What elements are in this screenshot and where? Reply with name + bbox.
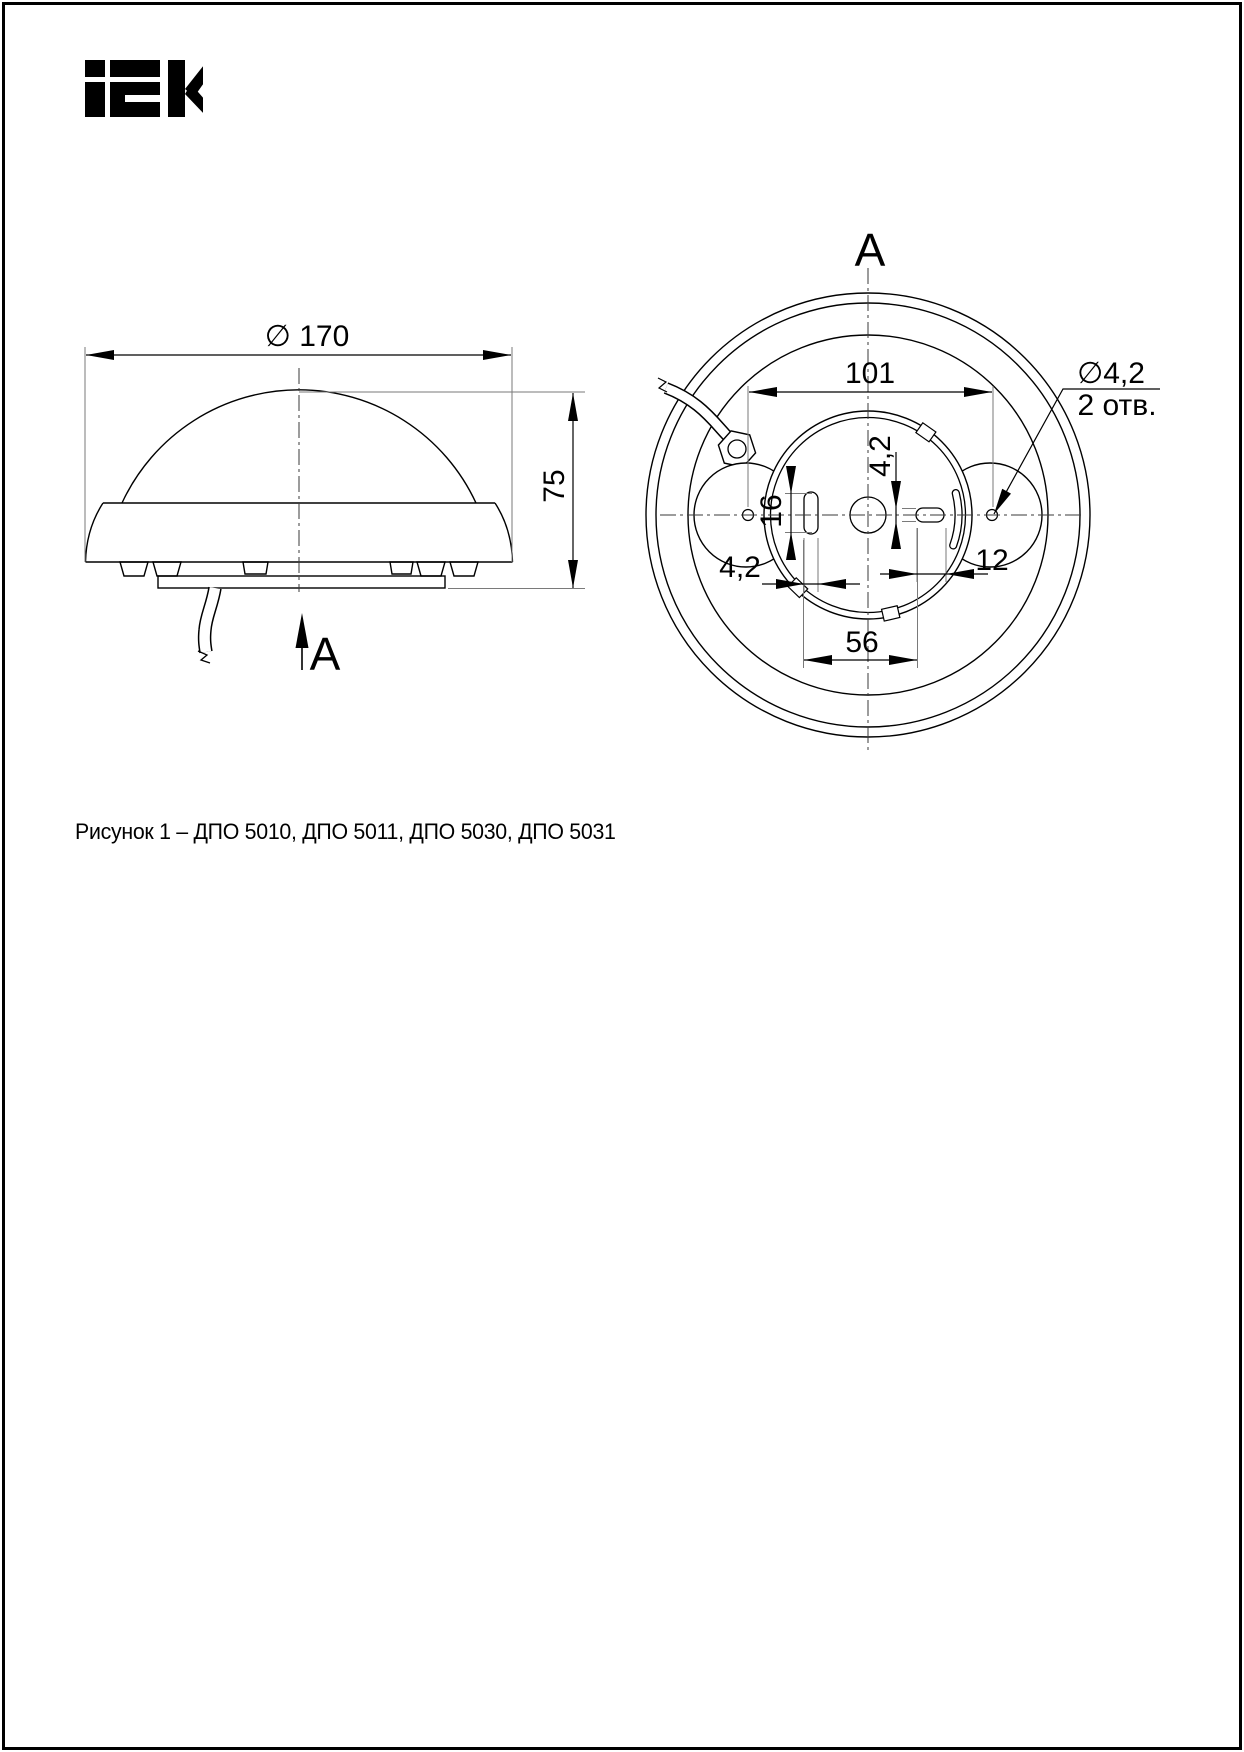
- dim-56: [804, 626, 917, 665]
- dim-101: [749, 357, 992, 397]
- figure-caption: Рисунок 1 – ДПО 5010, ДПО 5011, ДПО 5030, ДПО 5031: [75, 819, 616, 844]
- dim-16-label: 16: [755, 494, 788, 528]
- side-view-cable: [198, 588, 215, 663]
- section-cut-arrow: [296, 613, 341, 680]
- dim-101-label: 101: [844, 357, 896, 390]
- mounting-plate: [158, 576, 445, 588]
- dim-56-label: 56: [845, 626, 879, 659]
- side-view-extension-lines: [85, 347, 585, 589]
- dim-diameter-170-label: ∅ 170: [264, 320, 350, 353]
- section-view-title: A: [854, 224, 886, 276]
- dim-height-75-label: 75: [538, 469, 571, 503]
- dim-4-2-right-label: 4,2: [864, 435, 897, 477]
- left-key-slot: [804, 492, 818, 534]
- dim-height-75: [538, 393, 578, 588]
- hole-note-diameter: ∅4,2: [1077, 357, 1145, 390]
- dim-4-2-left-label: 4,2: [719, 551, 761, 584]
- dim-diameter-170: [86, 320, 511, 360]
- dim-12-label: 12: [975, 544, 1009, 577]
- hole-note-count: 2 отв.: [1077, 389, 1157, 422]
- section-arrow-label: A: [309, 628, 341, 680]
